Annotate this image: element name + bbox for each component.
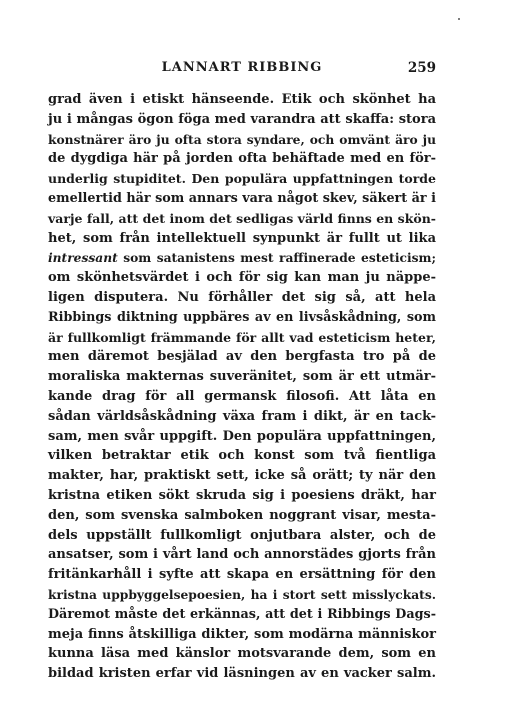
text-line: kande drag för all germansk filosofi. Att låta en xyxy=(48,388,436,404)
text-line: meja finns åtskilliga dikter, som modärna människor xyxy=(48,626,436,642)
emphasized-word: intressant xyxy=(48,250,118,266)
text-line: sådan världsåskådning växa fram i dikt, är en tack- xyxy=(48,408,436,424)
text-line: ansatser, som i vårt land och annorstädes gjorts från xyxy=(48,547,436,563)
text-line: moraliska makternas suveränitet, som är ett utmär- xyxy=(48,369,436,385)
text-line: makter, har, praktiskt sett, icke så orätt; ty när den xyxy=(48,468,436,484)
text-line: ju i mångas ögon föga med varandra att skaffa: stora xyxy=(48,111,436,127)
text-line: Ribbings diktning uppbäres av en livsåskådning, som xyxy=(48,309,436,325)
text-line: dels uppställt fullkomligt onjutbara alster, och de xyxy=(48,527,436,543)
speck-mark xyxy=(458,18,460,20)
text-line: kristna etiken sökt skruda sig i poesiens dräkt, har xyxy=(48,487,436,503)
text-line: de dygdiga här på jorden ofta behäftade med en för- xyxy=(48,151,436,167)
text-line: varje fall, att det inom det sedligas värld finns en skön- xyxy=(48,210,436,226)
page-number: 259 xyxy=(407,60,436,76)
text-line: ligen disputera. Nu förhåller det sig så, att hela xyxy=(48,289,436,305)
text-line: intressant som satanistens mest raffinerade esteticism; xyxy=(48,250,436,266)
text-line: underlig stupiditet. Den populära uppfattningen torde xyxy=(48,171,436,187)
running-title: LANNART RIBBING xyxy=(161,60,323,75)
text-line: den, som svenska salmboken noggrant visar, mesta- xyxy=(48,507,436,523)
text-line: om skönhetsvärdet i och för sig kan man ju näppe- xyxy=(48,270,436,286)
text-line: Däremot måste det erkännas, att det i Ribbings Dags- xyxy=(48,606,436,622)
text-line: grad även i etiskt hänseende. Etik och skönhet ha xyxy=(48,92,436,107)
text-line: het, som från intellektuell synpunkt är fullt ut lika xyxy=(48,230,436,246)
running-header xyxy=(48,58,436,78)
text-line: sam, men svår uppgift. Den populära uppfattningen, xyxy=(48,428,436,444)
text-line: emellertid här som annars vara något skev, säkert är i xyxy=(48,190,436,206)
text-line: fritänkarhåll i syfte att skapa en ersättning för den xyxy=(48,567,436,583)
text-line: är fullkomligt främmande för allt vad esteticism heter, xyxy=(48,329,436,345)
body-text xyxy=(48,90,436,684)
text-line: bildad kristen erfar vid läsningen av en vacker salm. xyxy=(48,666,436,682)
text-line: kunna läsa med känslor motsvarande dem, som en xyxy=(48,646,436,662)
text-line: men däremot besjälad av den bergfasta tro på de xyxy=(48,349,436,365)
text-line: vilken betraktar etik och konst som två fientliga xyxy=(48,448,436,464)
text-line: konstnärer äro ju ofta stora syndare, och omvänt äro ju xyxy=(48,131,436,147)
text-line: kristna uppbyggelsepoesien, ha i stort sett misslyckats. xyxy=(48,586,436,602)
